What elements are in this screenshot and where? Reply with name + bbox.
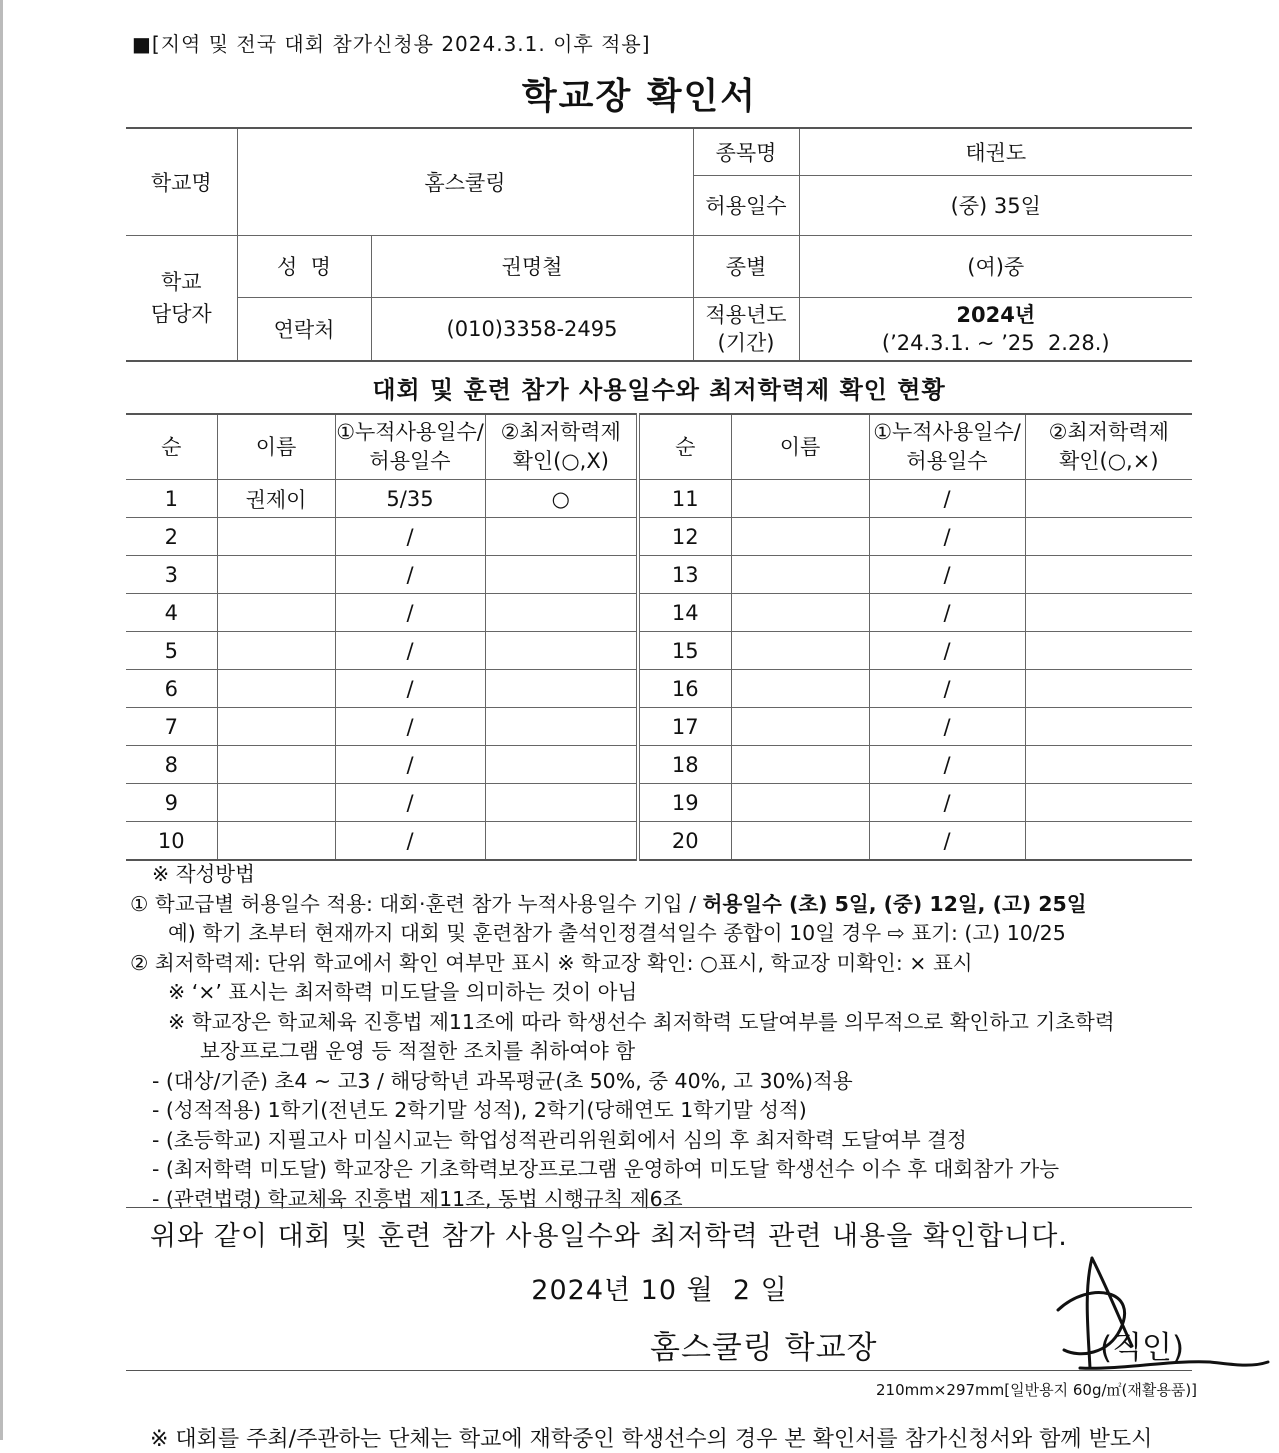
manager-label <box>126 235 237 361</box>
row-no: 2 <box>126 518 217 556</box>
manager-label-line2: 담당자 <box>150 301 212 326</box>
table-row <box>126 632 1192 670</box>
usage-header-row <box>126 414 1192 480</box>
school-label: 학교명 <box>126 128 237 235</box>
row-days-2: / <box>869 518 1025 556</box>
year-label-line2: (기간) <box>717 330 775 355</box>
row-days-2: / <box>869 784 1025 822</box>
gender-label: 종별 <box>693 235 799 297</box>
header-check <box>485 414 638 480</box>
row-days: / <box>335 556 485 594</box>
note-2-b1: ※ 학교장은 학교체육 진흥법 제11조에 따라 학생선수 최저학력 도달여부를 의무적으로 확인하고 기초학력 <box>168 1009 1115 1034</box>
header-check-2-line2: 확인(○,×) <box>1058 449 1159 473</box>
row-check: ○ <box>485 480 638 518</box>
row-name-2 <box>731 556 869 594</box>
header-check-line2: 확인(○,X) <box>512 449 609 473</box>
confirmation-date: 2024년 10 월 2 일 <box>531 1275 788 1306</box>
row-name-2 <box>731 632 869 670</box>
row-check-2 <box>1025 518 1192 556</box>
allowed-days-value: (중) 35일 <box>799 175 1192 235</box>
row-check <box>485 746 638 784</box>
row-days: / <box>335 746 485 784</box>
header-days-2 <box>869 414 1025 480</box>
row-no: 1 <box>126 480 217 518</box>
note-1-text: ① 학교급별 허용일수 적용: 대회·훈련 참가 누적사용일수 기입 / <box>130 891 703 916</box>
row-name-2 <box>731 518 869 556</box>
row-check-2 <box>1025 480 1192 518</box>
section-title: 대회 및 훈련 참가 사용일수와 최저학력제 확인 현황 <box>372 376 946 404</box>
row-name-2 <box>731 670 869 708</box>
name-value: 권명철 <box>371 235 693 297</box>
year-value-period: (’24.3.1. ~ ’25 2.28.) <box>881 330 1110 355</box>
header-check-2 <box>1025 414 1192 480</box>
row-name: 권제이 <box>217 480 335 518</box>
header-days-line2: 허용일수 <box>369 449 451 473</box>
row-name-2 <box>731 746 869 784</box>
sport-label: 종목명 <box>693 128 799 175</box>
header-check-line1: ②최저학력제 <box>500 420 621 444</box>
divider <box>126 1207 1192 1208</box>
header-name-2: 이름 <box>731 414 869 480</box>
row-no-2: 11 <box>638 480 731 518</box>
row-days-2: / <box>869 480 1025 518</box>
row-days-2: / <box>869 556 1025 594</box>
row-check <box>485 632 638 670</box>
row-days-2: / <box>869 822 1025 861</box>
year-label-line1: 적용년도 <box>705 302 787 327</box>
row-check-2 <box>1025 556 1192 594</box>
note-2-b2: 보장프로그램 운영 등 적절한 조치를 취하여야 함 <box>200 1039 636 1063</box>
row-no-2: 20 <box>638 822 731 861</box>
row-days: / <box>335 670 485 708</box>
row-no-2: 12 <box>638 518 731 556</box>
row-days: / <box>335 518 485 556</box>
official-seal-label: (직인) <box>1100 1330 1185 1366</box>
top-note: ■[지역 및 전국 대회 참가신청용 2024.3.1. 이후 적용] <box>132 32 651 56</box>
writing-instructions <box>130 860 1200 1214</box>
row-no-2: 18 <box>638 746 731 784</box>
row-no: 7 <box>126 708 217 746</box>
row-check <box>485 556 638 594</box>
row-no: 10 <box>126 822 217 861</box>
detail-1: - (대상/기준) 초4 ~ 고3 / 해당학년 과목평균(초 50%, 중 40%, 고 30%)적용 <box>152 1068 853 1093</box>
row-days: / <box>335 708 485 746</box>
row-name <box>217 556 335 594</box>
row-name <box>217 670 335 708</box>
school-value: 홈스쿨링 <box>237 128 693 235</box>
row-days-2: / <box>869 670 1025 708</box>
row-no-2: 17 <box>638 708 731 746</box>
table-row <box>126 822 1192 861</box>
row-no: 3 <box>126 556 217 594</box>
paper-spec: 210mm×297mm[일반용지 60g/㎡(재활용품)] <box>876 1381 1198 1399</box>
table-row <box>126 594 1192 632</box>
row-no: 5 <box>126 632 217 670</box>
table-row <box>126 518 1192 556</box>
row-days: 5/35 <box>335 480 485 518</box>
contact-label: 연락처 <box>237 297 371 361</box>
row-days: / <box>335 784 485 822</box>
row-check <box>485 518 638 556</box>
row-days-2: / <box>869 708 1025 746</box>
year-label <box>693 297 799 361</box>
usage-body <box>126 480 1192 861</box>
contact-value: (010)3358-2495 <box>371 297 693 361</box>
note-1-bold: 허용일수 (초) 5일, (중) 12일, (고) 25일 <box>702 891 1087 916</box>
table-row <box>126 670 1192 708</box>
sport-value: 태권도 <box>799 128 1192 175</box>
gender-value: (여)중 <box>799 235 1192 297</box>
row-name-2 <box>731 480 869 518</box>
row-name <box>217 822 335 861</box>
row-days: / <box>335 594 485 632</box>
row-check <box>485 822 638 861</box>
row-name-2 <box>731 784 869 822</box>
year-value <box>799 297 1192 361</box>
row-no-2: 14 <box>638 594 731 632</box>
detail-3: - (초등학교) 지필고사 미실시교는 학업성적관리위원회에서 심의 후 최저학력 도달여부 결정 <box>152 1127 967 1152</box>
row-name <box>217 746 335 784</box>
row-check <box>485 784 638 822</box>
row-days-2: / <box>869 594 1025 632</box>
header-no: 순 <box>126 414 217 480</box>
row-name-2 <box>731 822 869 861</box>
row-check-2 <box>1025 708 1192 746</box>
row-name <box>217 708 335 746</box>
header-days-2-line1: ①누적사용일수/ <box>873 420 1021 444</box>
row-check-2 <box>1025 632 1192 670</box>
table-row <box>126 556 1192 594</box>
handwritten-signature <box>1050 1250 1270 1390</box>
row-no-2: 15 <box>638 632 731 670</box>
row-days-2: / <box>869 746 1025 784</box>
row-check-2 <box>1025 594 1192 632</box>
row-name <box>217 518 335 556</box>
detail-5: - (관련법령) 학교체육 진흥법 제11조, 동법 시행규칙 제6조 <box>152 1186 683 1211</box>
row-name-2 <box>731 708 869 746</box>
info-table <box>126 127 1192 362</box>
detail-4: - (최저학력 미도달) 학교장은 기초학력보장프로그램 운영하여 미도달 학생선수 이수 후 대회참가 가능 <box>152 1157 1059 1181</box>
row-name <box>217 784 335 822</box>
row-name <box>217 594 335 632</box>
table-row <box>126 746 1192 784</box>
note-1 <box>130 890 1200 920</box>
row-name-2 <box>731 594 869 632</box>
signer-name: 홈스쿨링 학교장 <box>650 1330 878 1366</box>
name-label: 성 명 <box>237 235 371 297</box>
usage-table <box>126 413 1192 861</box>
row-no-2: 13 <box>638 556 731 594</box>
row-check-2 <box>1025 746 1192 784</box>
row-no: 6 <box>126 670 217 708</box>
header-name: 이름 <box>217 414 335 480</box>
row-check-2 <box>1025 822 1192 861</box>
row-days: / <box>335 822 485 861</box>
table-row <box>126 708 1192 746</box>
row-check-2 <box>1025 670 1192 708</box>
note-2-a: ※ ‘×’ 표시는 최저학력 미도달을 의미하는 것이 아님 <box>168 980 638 1004</box>
footer-divider <box>126 1370 1192 1371</box>
notes-heading: ※ 작성방법 <box>152 862 255 886</box>
table-row <box>126 784 1192 822</box>
header-days <box>335 414 485 480</box>
table-row <box>126 480 1192 518</box>
header-no-2: 순 <box>638 414 731 480</box>
row-check <box>485 708 638 746</box>
manager-label-line1: 학교 <box>160 269 202 294</box>
note-2: ② 최저학력제: 단위 학교에서 확인 여부만 표시 ※ 학교장 확인: ○표시, 학교장 미확인: × 표시 <box>130 950 973 975</box>
confirmation-text: 위와 같이 대회 및 훈련 참가 사용일수와 최저학력 관련 내용을 확인합니다. <box>150 1221 1068 1252</box>
header-check-2-line1: ②최저학력제 <box>1048 420 1169 444</box>
row-no: 4 <box>126 594 217 632</box>
row-name <box>217 632 335 670</box>
detail-2: - (성적적용) 1학기(전년도 2학기말 성적), 2학기(당해연도 1학기말 성적) <box>152 1098 807 1122</box>
row-days-2: / <box>869 632 1025 670</box>
bottom-note: ※ 대회를 주최/주관하는 단체는 학교에 재학중인 학생선수의 경우 본 확인서를 참가신청서와 함께 받도시 <box>150 1427 1153 1452</box>
row-no: 8 <box>126 746 217 784</box>
document-title: 학교장 확인서 <box>521 76 758 117</box>
header-days-line1: ①누적사용일수/ <box>336 420 484 444</box>
row-no-2: 19 <box>638 784 731 822</box>
row-no: 9 <box>126 784 217 822</box>
page-edge <box>0 0 3 1440</box>
note-1-example: 예) 학기 초부터 현재까지 대회 및 훈련참가 출석인정결석일수 종합이 10일 경우 ⇨ 표기: (고) 10/25 <box>168 921 1066 945</box>
row-check <box>485 670 638 708</box>
year-value-year: 2024년 <box>956 302 1036 327</box>
header-days-2-line2: 허용일수 <box>906 449 988 473</box>
row-check-2 <box>1025 784 1192 822</box>
allowed-days-label: 허용일수 <box>693 175 799 235</box>
row-check <box>485 594 638 632</box>
row-days: / <box>335 632 485 670</box>
row-no-2: 16 <box>638 670 731 708</box>
